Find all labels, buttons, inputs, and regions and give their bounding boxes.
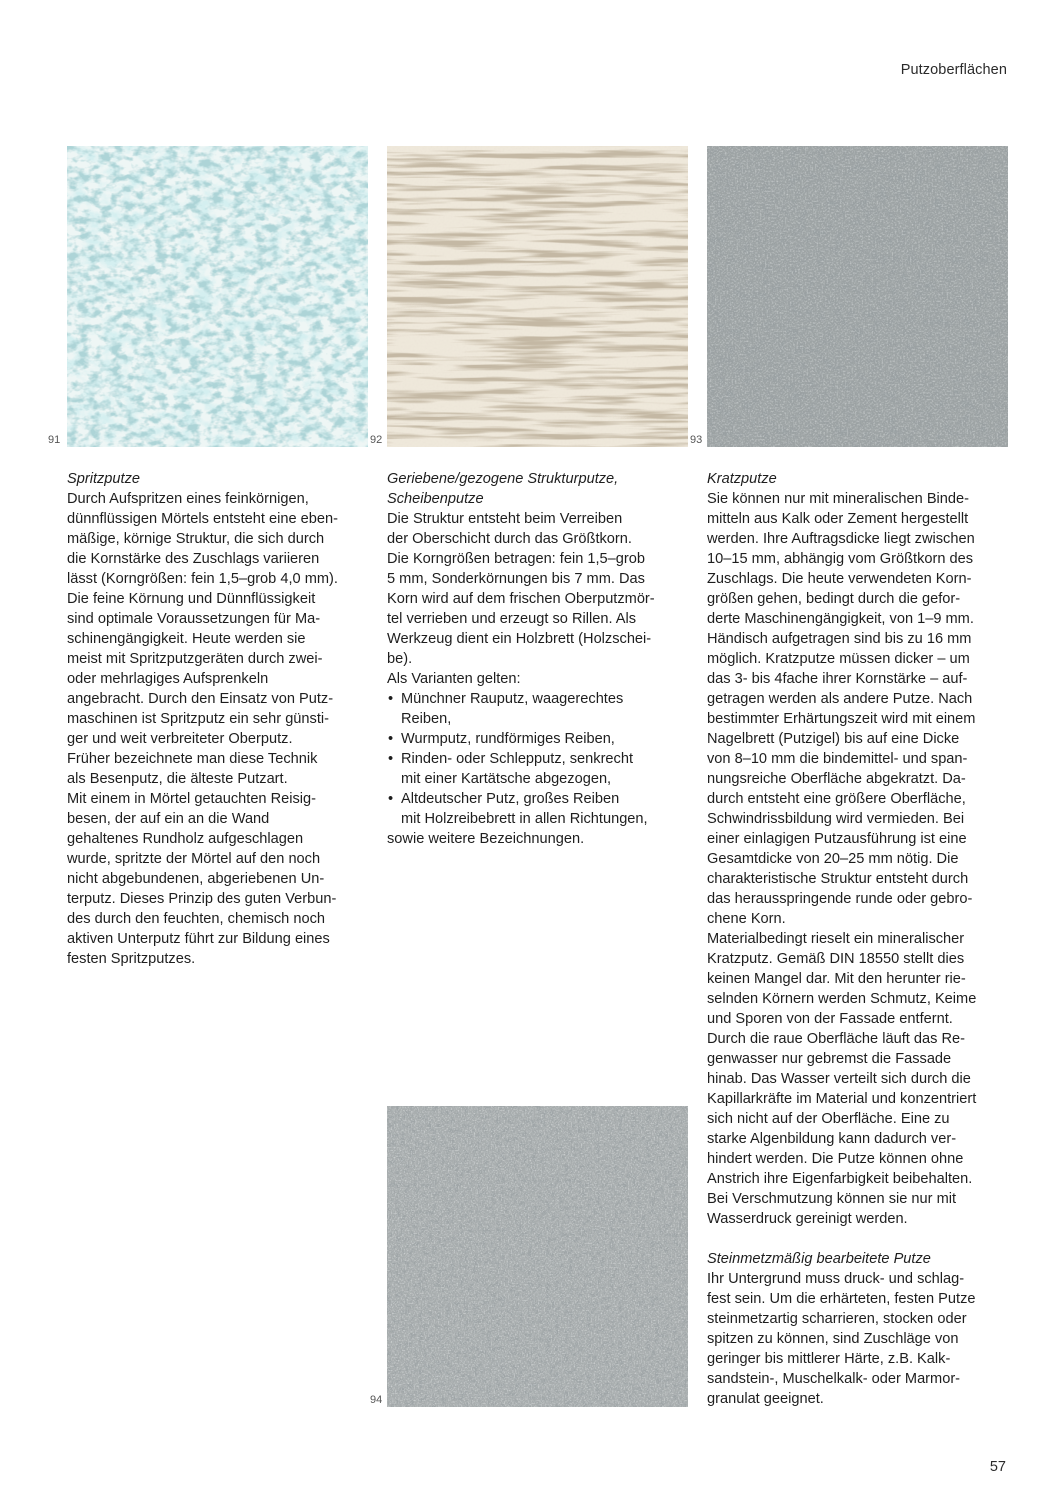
text-line: wurde, spritzte der Mörtel auf den noch: [67, 851, 321, 867]
text-line: nungsreiche Oberfläche abgekratzt. Da-: [707, 771, 966, 787]
text-line: sich nicht auf der Oberfläche. Eine zu: [707, 1111, 950, 1127]
text-line: getragen werden als andere Putze. Nach: [707, 691, 973, 707]
section-heading-strukturputze: Geriebene/gezogene Strukturputze,: [387, 471, 619, 487]
text-line: sandstein-, Muschelkalk- oder Marmor-: [707, 1371, 961, 1387]
text-line: tel verrieben und erzeugt so Rillen. Als: [387, 611, 637, 627]
text-line: be).: [387, 651, 413, 667]
text-line: Wasserdruck gereinigt werden.: [707, 1211, 908, 1227]
text-line: angebracht. Durch den Einsatz von Putz-: [67, 691, 334, 707]
text-line: Händisch aufgetragen sind bis zu 16 mm: [707, 631, 972, 647]
text-line: Kratzputz. Gemäß DIN 18550 stellt dies: [707, 951, 965, 967]
list-item: [387, 789, 692, 829]
text-line: terputz. Dieses Prinzip des guten Verbun-: [67, 891, 337, 907]
list-item: [387, 749, 692, 789]
text-line: fest sein. Um die erhärteten, festen Putze: [707, 1291, 976, 1307]
photo-strukturputz: [387, 146, 688, 447]
text-line: festen Spritzputzes.: [67, 951, 196, 967]
list-item: [387, 729, 692, 749]
text-line: dünnflüssigen Mörtels entsteht eine eben-: [67, 511, 338, 527]
figure-number-94: 94: [370, 1394, 383, 1406]
text-line: • Rinden- oder Schlepputz, senkrecht: [401, 751, 634, 767]
text-line: • Altdeutscher Putz, großes Reiben: [401, 791, 620, 807]
text-line: charakteristische Struktur entsteht durch: [707, 871, 969, 887]
body-text-kratzputze: [707, 489, 1012, 1229]
section-heading-scheibenputze: Scheibenputze: [387, 491, 484, 507]
text-line: möglich. Kratzputze müssen dicker – um: [707, 651, 970, 667]
text-line: Reiben,: [401, 711, 452, 727]
text-line: von 8–10 mm die bindemittel- und span-: [707, 751, 968, 767]
text-line: Ihr Untergrund muss druck- und schlag-: [707, 1271, 965, 1287]
text-line: Durch Aufspritzen eines feinkörnigen,: [67, 491, 309, 507]
text-line: • Wurmputz, rundförmiges Reiben,: [401, 731, 615, 747]
column-strukturputze: [387, 469, 692, 849]
figure-number-92: 92: [370, 434, 383, 446]
text-line: Die Struktur entsteht beim Verreiben: [387, 511, 623, 527]
text-line: mäßige, körnige Struktur, die sich durch: [67, 531, 325, 547]
text-line: Früher bezeichnete man diese Technik: [67, 751, 318, 767]
text-line: genwasser nur gebremst die Fassade: [707, 1051, 952, 1067]
body-text-steinmetzputze: [707, 1269, 1012, 1409]
body-text-spritzputze: [67, 489, 372, 969]
text-line: ger und weit verbreiteter Oberputz.: [67, 731, 293, 747]
text-line: des durch den feuchten, chemisch noch: [67, 911, 325, 927]
text-line: das 3- bis 4fache ihrer Kornstärke – auf-: [707, 671, 968, 687]
text-line: Die Korngrößen betragen: fein 1,5–grob: [387, 551, 645, 567]
text-line: Mit einem in Mörtel getauchten Reisig-: [67, 791, 317, 807]
text-line: schinengängigkeit. Heute werden sie: [67, 631, 306, 647]
text-line: besen, der auf ein an die Wand: [67, 811, 270, 827]
text-line: werden. Ihre Auftragsdicke liegt zwischen: [707, 531, 975, 547]
text-line: hinab. Das Wasser verteilt sich durch die: [707, 1071, 971, 1087]
text-line: gehaltenes Rundholz aufgeschlagen: [67, 831, 304, 847]
figure-number-91: 91: [48, 434, 61, 446]
text-line: spitzen zu können, sind Zuschläge von: [707, 1331, 959, 1347]
text-line: Kapillarkräfte im Material und konzentriert: [707, 1091, 977, 1107]
text-line: Als Varianten gelten:: [387, 671, 521, 687]
photo-spritzputz: [67, 146, 368, 447]
text-line: bestimmter Erhärtungszeit wird mit einem: [707, 711, 976, 727]
text-line: oder mehrlagiges Aufsprenkeln: [67, 671, 269, 687]
text-line: der Oberschicht durch das Größtkorn.: [387, 531, 632, 547]
text-line: Werkzeug dient ein Holzbrett (Holzschei-: [387, 631, 652, 647]
section-heading-spritzputze: Spritzputze: [67, 471, 141, 487]
text-line: Materialbedingt rieselt ein mineralischer: [707, 931, 965, 947]
paragraph-gap: [707, 1229, 1012, 1249]
text-line: Nagelbrett (Putzigel) bis auf eine Dicke: [707, 731, 960, 747]
text-line: Zuschlags. Die heute verwendeten Korn-: [707, 571, 972, 587]
variants-list: [387, 689, 692, 829]
text-line: durch entsteht eine größere Oberfläche,: [707, 791, 966, 807]
text-line: und Sporen von der Fassade entfernt.: [707, 1011, 953, 1027]
text-line: Schwindrissbildung wird vermieden. Bei: [707, 811, 965, 827]
text-line: lässt (Korngrößen: fein 1,5–grob 4,0 mm).: [67, 571, 338, 587]
text-line: Anstrich ihre Eigenfarbigkeit beibehalten.: [707, 1171, 973, 1187]
photo-steinmetzputz: [387, 1106, 688, 1407]
text-line: aktiven Unterputz führt zur Bildung eines: [67, 931, 330, 947]
text-line: Durch die raue Oberfläche läuft das Re-: [707, 1031, 965, 1047]
text-line: steinmetzartig scharrieren, stocken oder: [707, 1311, 967, 1327]
text-line: nicht abgebundenen, abgeriebenen Un-: [67, 871, 325, 887]
text-line: derte Maschinengängigkeit, von 1–9 mm.: [707, 611, 974, 627]
text-line: Gesamtdicke von 20–25 mm nötig. Die: [707, 851, 959, 867]
list-item: [387, 689, 692, 729]
text-line: sind optimale Voraussetzungen für Ma-: [67, 611, 321, 627]
section-heading-kratzputze: Kratzputze: [707, 471, 777, 487]
text-line: maschinen ist Spritzputz ein sehr günsti-: [67, 711, 329, 727]
text-line: chene Korn.: [707, 911, 786, 927]
text-line: meist mit Spritzputzgeräten durch zwei-: [67, 651, 323, 667]
text-line: Bei Verschmutzung können sie nur mit: [707, 1191, 957, 1207]
text-line: starke Algenbildung kann dadurch ver-: [707, 1131, 957, 1147]
text-line: selnden Körnern werden Schmutz, Keime: [707, 991, 977, 1007]
column-spritzputze: [67, 469, 372, 969]
text-line: Die feine Körnung und Dünnflüssigkeit: [67, 591, 316, 607]
text-line: 10–15 mm, abhängig vom Größtkorn des: [707, 551, 974, 567]
text-line: Sie können nur mit mineralischen Binde-: [707, 491, 970, 507]
text-line: 5 mm, Sonderkörnungen bis 7 mm. Das: [387, 571, 645, 587]
text-line: granulat geeignet.: [707, 1391, 824, 1407]
text-line: mit einer Kartätsche abgezogen,: [401, 771, 612, 787]
text-line: mitteln aus Kalk oder Zement hergestellt: [707, 511, 969, 527]
text-line: mit Holzreibebrett in allen Richtungen,: [401, 811, 648, 827]
text-line: keinen Mangel dar. Mit den herunter rie-: [707, 971, 966, 987]
text-line: das herausspringende runde oder gebro-: [707, 891, 973, 907]
text-line: als Besenputz, die älteste Putzart.: [67, 771, 288, 787]
text-line: sowie weitere Bezeichnungen.: [387, 831, 585, 847]
page-number: 57: [989, 1459, 1006, 1475]
column-kratzputze: [707, 469, 1012, 1409]
text-line: die Kornstärke des Zuschlags variieren: [67, 551, 320, 567]
text-line: Korn wird auf dem frischen Oberputzmör-: [387, 591, 655, 607]
photo-kratzputz: [707, 146, 1008, 447]
text-line: hindert werden. Die Putze können ohne: [707, 1151, 964, 1167]
body-text-strukturputze: [387, 509, 692, 689]
section-heading-steinmetzputze: Steinmetzmäßig bearbeitete Putze: [707, 1251, 931, 1267]
figure-number-93: 93: [690, 434, 703, 446]
text-line: einer einlagigen Putzausführung ist eine: [707, 831, 967, 847]
running-header: Putzoberflächen: [900, 62, 1007, 78]
text-line: größen gehen, bedingt durch die gefor-: [707, 591, 961, 607]
text-line: geringer bis mittlerer Härte, z.B. Kalk-: [707, 1351, 951, 1367]
text-line: • Münchner Rauputz, waagerechtes: [401, 691, 624, 707]
